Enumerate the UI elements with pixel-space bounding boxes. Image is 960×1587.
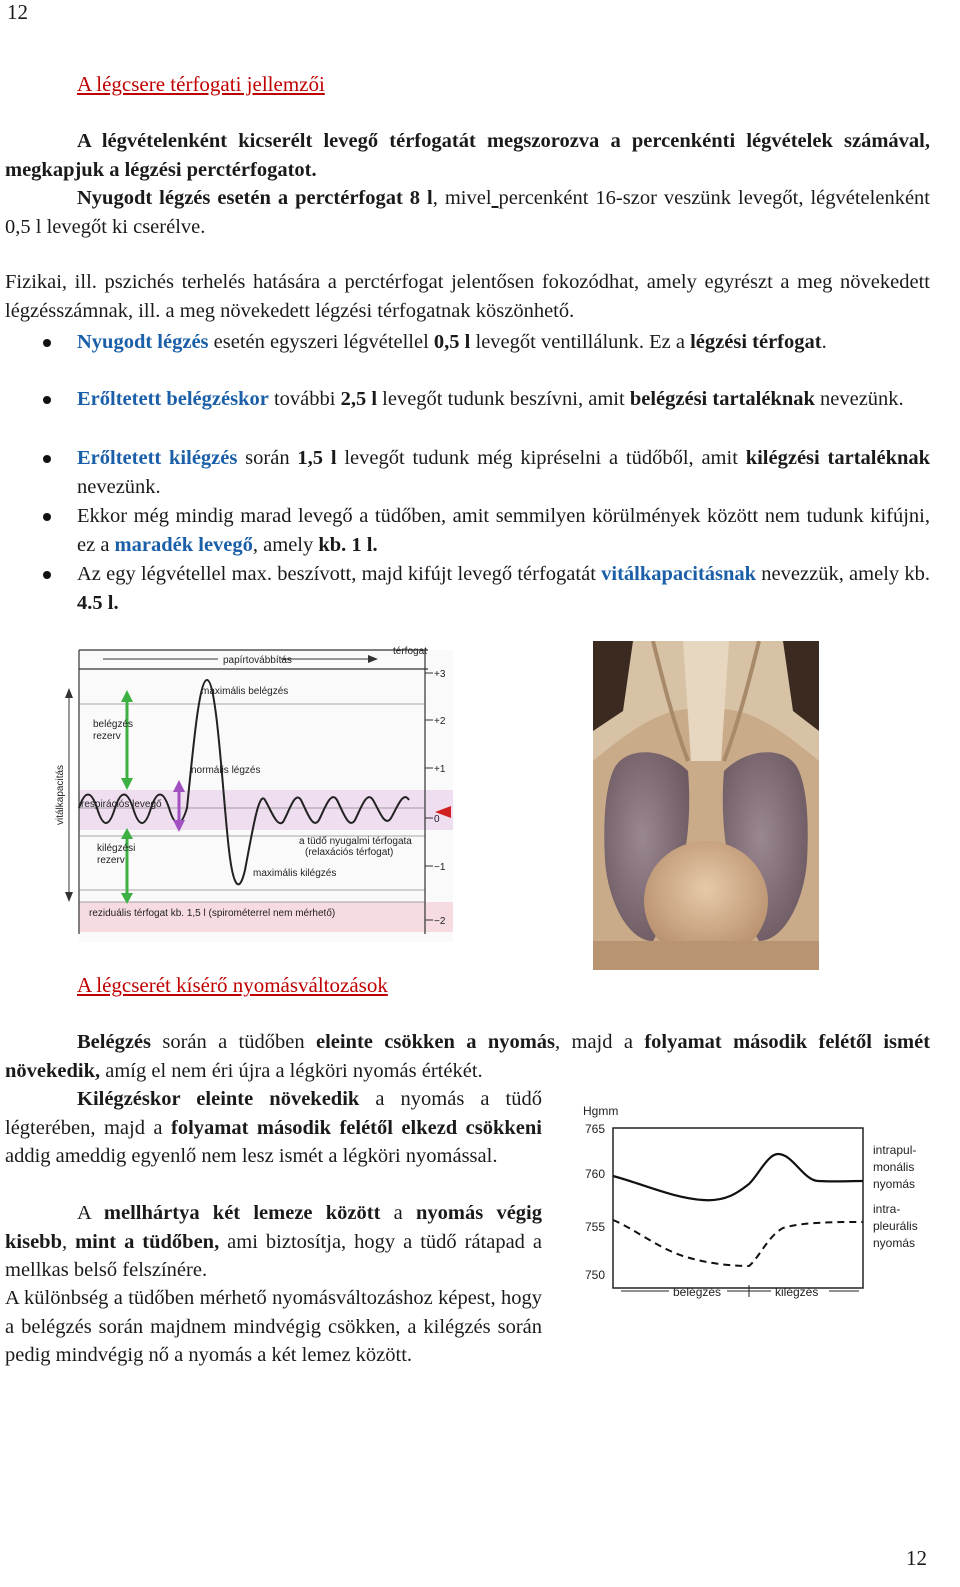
insp-text-2: , majd a bbox=[555, 1031, 645, 1053]
insp-bold-2: eleinte csökken a nyomás bbox=[315, 1031, 556, 1053]
insp-bold-3: folyamat második felétől ismét növekedik, bbox=[5, 1031, 931, 1082]
bullet-d: levegőt tudunk még kipréselni a tüdőből, amit bbox=[336, 447, 746, 469]
bullet-dot-icon bbox=[43, 513, 51, 521]
lung-volume-chart bbox=[33, 640, 453, 942]
bullet-f: nevezünk. bbox=[814, 388, 904, 410]
label-frc-1: a tüdő nyugalmi térfogata bbox=[299, 836, 412, 847]
tick-760: 760 bbox=[585, 1167, 606, 1181]
paragraph-rest-breathing bbox=[5, 184, 930, 241]
bullet-a-blue: Nyugodt légzés bbox=[77, 331, 209, 353]
paper-feed-label: papírtovábbítás bbox=[223, 655, 292, 666]
tick-765: 765 bbox=[585, 1122, 606, 1136]
pressure-chart bbox=[563, 1098, 943, 1313]
rest-text-2: percenként 16-szor veszünk levegőt, légvételenként 0,5 l levegőt ki cserélve. bbox=[5, 187, 930, 238]
intrapulmonary-curve bbox=[613, 1154, 863, 1200]
label-ins-reserve-1: belégzés bbox=[93, 719, 134, 730]
bullet-c-bold: 1,5 l bbox=[297, 447, 337, 469]
section-title-pressure: A légcserét kísérő nyomásváltozások bbox=[77, 973, 388, 997]
tick-plus1: +1 bbox=[434, 764, 446, 775]
label-frc-2: (relaxációs térfogat) bbox=[305, 847, 394, 858]
bullet-d: levegőt tudunk beszívni, amit bbox=[377, 388, 630, 410]
paragraph-pleural-pressure bbox=[5, 1199, 542, 1285]
bullet-g-blue: maradék levegő bbox=[114, 533, 253, 556]
bullet-g-blue: vitálkapacitásnak bbox=[601, 563, 757, 585]
bullet-b: során bbox=[237, 447, 298, 469]
bullet-item bbox=[5, 444, 930, 501]
pleura-text-3: , bbox=[61, 1230, 76, 1253]
bullet-i-bold: 4.5 l. bbox=[77, 591, 119, 614]
tick-750: 750 bbox=[585, 1268, 606, 1282]
insp-bold-1: Belégzés bbox=[77, 1031, 151, 1053]
insp-text-3: amíg el nem éri újra a légköri nyomás értékét. bbox=[100, 1059, 483, 1082]
paragraph-expiration-pressure bbox=[5, 1085, 542, 1171]
bullet-e-bold: légzési térfogat bbox=[690, 331, 822, 353]
axis-title-volume: térfogat bbox=[393, 646, 427, 657]
pleura-bold-2: nyomás végig kisebb bbox=[5, 1202, 543, 1253]
exp-text-1: a nyomás a tüdő légterében, majd a bbox=[5, 1088, 542, 1139]
label-tidal: respirációs levegő bbox=[81, 799, 162, 810]
pressure-frame bbox=[613, 1128, 863, 1288]
bullet-text bbox=[77, 385, 930, 414]
bullet-c-bold: 2,5 l bbox=[340, 388, 378, 410]
bullet-h: nevezzük, amely kb. bbox=[756, 563, 931, 585]
bullet-text bbox=[77, 328, 930, 357]
bullet-text bbox=[77, 560, 930, 617]
bullet-c-bold: 0,5 l bbox=[433, 331, 471, 353]
tick-zero: 0 bbox=[434, 814, 440, 825]
label-ins-reserve-2: rezerv bbox=[93, 731, 121, 742]
label-residual: reziduális térfogat kb. 1,5 l (spirométerrel nem mérhető) bbox=[89, 908, 336, 919]
tick-755: 755 bbox=[585, 1220, 606, 1234]
bullet-h: , amely bbox=[252, 533, 319, 556]
bullet-d: levegőt ventillálunk. Ez a bbox=[470, 331, 691, 353]
legend-1-line2: monális bbox=[873, 1160, 915, 1174]
paragraph-load: Fizikai, ill. pszichés terhelés hatására a perctérfogat jelentősen fokozódhat, amely egyrészt a meg növekedett légzésszámnak, ill. a meg növekedett légzési térfogatnak köszönhető. bbox=[5, 271, 930, 322]
bullet-i-bold: kb. 1 l. bbox=[318, 533, 378, 556]
label-max-inspiration: maximális belégzés bbox=[201, 686, 289, 697]
bullet-b: Ekkor még mindig marad levegő a tüdőben, amit semmilyen körülmények között nem tudunk kifújni, ez a bbox=[77, 505, 930, 556]
bullet-b: Az egy légvétellel max. beszívott, majd kifújt levegő térfogatát bbox=[77, 563, 602, 585]
insp-text-1: során a tüdőben bbox=[151, 1031, 316, 1053]
legend-2-line1: intra- bbox=[873, 1202, 901, 1216]
legend-1-line3: nyomás bbox=[873, 1177, 916, 1191]
pleura-text-4: ami biztosítja, hogy a tüdő rátapad a mellkas belső felszínére. bbox=[5, 1230, 543, 1281]
legend-2-line2: pleurális bbox=[873, 1219, 918, 1233]
pleura-bold-3: mint a tüdőben, bbox=[75, 1230, 220, 1253]
vital-capacity-label: vitálkapacitás bbox=[55, 764, 66, 825]
bullet-text bbox=[77, 502, 930, 559]
section-title-volumes: A légcsere térfogati jellemzői bbox=[77, 72, 325, 96]
paragraph-inspiration-pressure bbox=[5, 1028, 930, 1085]
label-max-expiration: maximális kilégzés bbox=[253, 868, 337, 879]
bullet-dot-icon bbox=[43, 571, 51, 579]
tick-minus2: −2 bbox=[434, 916, 446, 927]
intrapleural-curve bbox=[613, 1220, 863, 1266]
phase-inspiration: belégzés bbox=[673, 1285, 722, 1299]
legend-1-line1: intrapul- bbox=[873, 1143, 917, 1157]
tick-plus2: +2 bbox=[434, 716, 446, 727]
bullet-b: további bbox=[268, 388, 341, 410]
exp-bold-2: folyamat második felétől elkezd csökkeni bbox=[171, 1116, 543, 1139]
bullet-text bbox=[77, 444, 930, 501]
label-normal-breathing: normális légzés bbox=[191, 765, 261, 776]
tick-minus1: −1 bbox=[434, 862, 446, 873]
lung-specimen-photo bbox=[593, 641, 819, 970]
bullet-item bbox=[5, 502, 930, 559]
bullet-dot-icon bbox=[43, 339, 51, 347]
bullet-f: nevezünk. bbox=[77, 475, 161, 498]
exp-bold-1: Kilégzéskor eleinte növekedik bbox=[77, 1088, 360, 1110]
rest-volume-bold: Nyugodt légzés esetén a perctérfogat 8 l bbox=[77, 187, 433, 209]
difference-text-wrap bbox=[5, 1284, 542, 1366]
bullet-b: esetén egyszeri légvétellel bbox=[208, 331, 434, 353]
phase-expiration: kilégzés bbox=[775, 1285, 819, 1299]
rest-text-1: , mivel bbox=[432, 187, 492, 209]
pleura-text-2: a bbox=[380, 1202, 417, 1224]
label-exp-reserve-1: kilégzési bbox=[97, 843, 136, 854]
bullet-e-bold: belégzési tartaléknak bbox=[629, 388, 815, 410]
bullet-item bbox=[5, 328, 930, 357]
bullet-f: . bbox=[821, 331, 827, 353]
bullet-item bbox=[5, 560, 930, 617]
bullet-e-bold: kilégzési tartaléknak bbox=[745, 447, 931, 469]
pleura-bold-1: mellhártya két lemeze között bbox=[103, 1202, 381, 1224]
label-exp-reserve-2: rezerv bbox=[97, 855, 125, 866]
bullet-a-blue: Erőltetett belégzéskor bbox=[77, 388, 269, 410]
legend-2-line3: nyomás bbox=[873, 1236, 916, 1250]
unit-label: Hgmm bbox=[583, 1104, 619, 1118]
difference-text: A különbség a tüdőben mérhető nyomásváltozáshoz képest, hogy a belégzés során majdnem mindvégig csökken, a kilégzés során pedig mindvégig nő a nyomás a két lemez között. bbox=[5, 1287, 542, 1366]
bullet-dot-icon bbox=[43, 455, 51, 463]
page-number-bottom: 12 bbox=[906, 1546, 927, 1570]
exp-text-2: addig ameddig egyenlő nem lesz ismét a légköri nyomással. bbox=[5, 1145, 498, 1167]
pleura-text-1: A bbox=[77, 1202, 104, 1224]
tick-plus3: +3 bbox=[434, 669, 446, 680]
tidal-band bbox=[79, 790, 453, 830]
bullet-item bbox=[5, 385, 930, 414]
bullet-dot-icon bbox=[43, 396, 51, 404]
bullet-a-blue: Erőltetett kilégzés bbox=[77, 447, 238, 469]
page-number-top: 12 bbox=[7, 0, 28, 24]
rest-text-ul bbox=[492, 187, 499, 209]
paragraph-minute-volume: A légvételenként kicserélt levegő térfogatát megszorozva a percenkénti légvételek számával, megkapjuk a légzési perctérfogatot. bbox=[5, 130, 930, 181]
